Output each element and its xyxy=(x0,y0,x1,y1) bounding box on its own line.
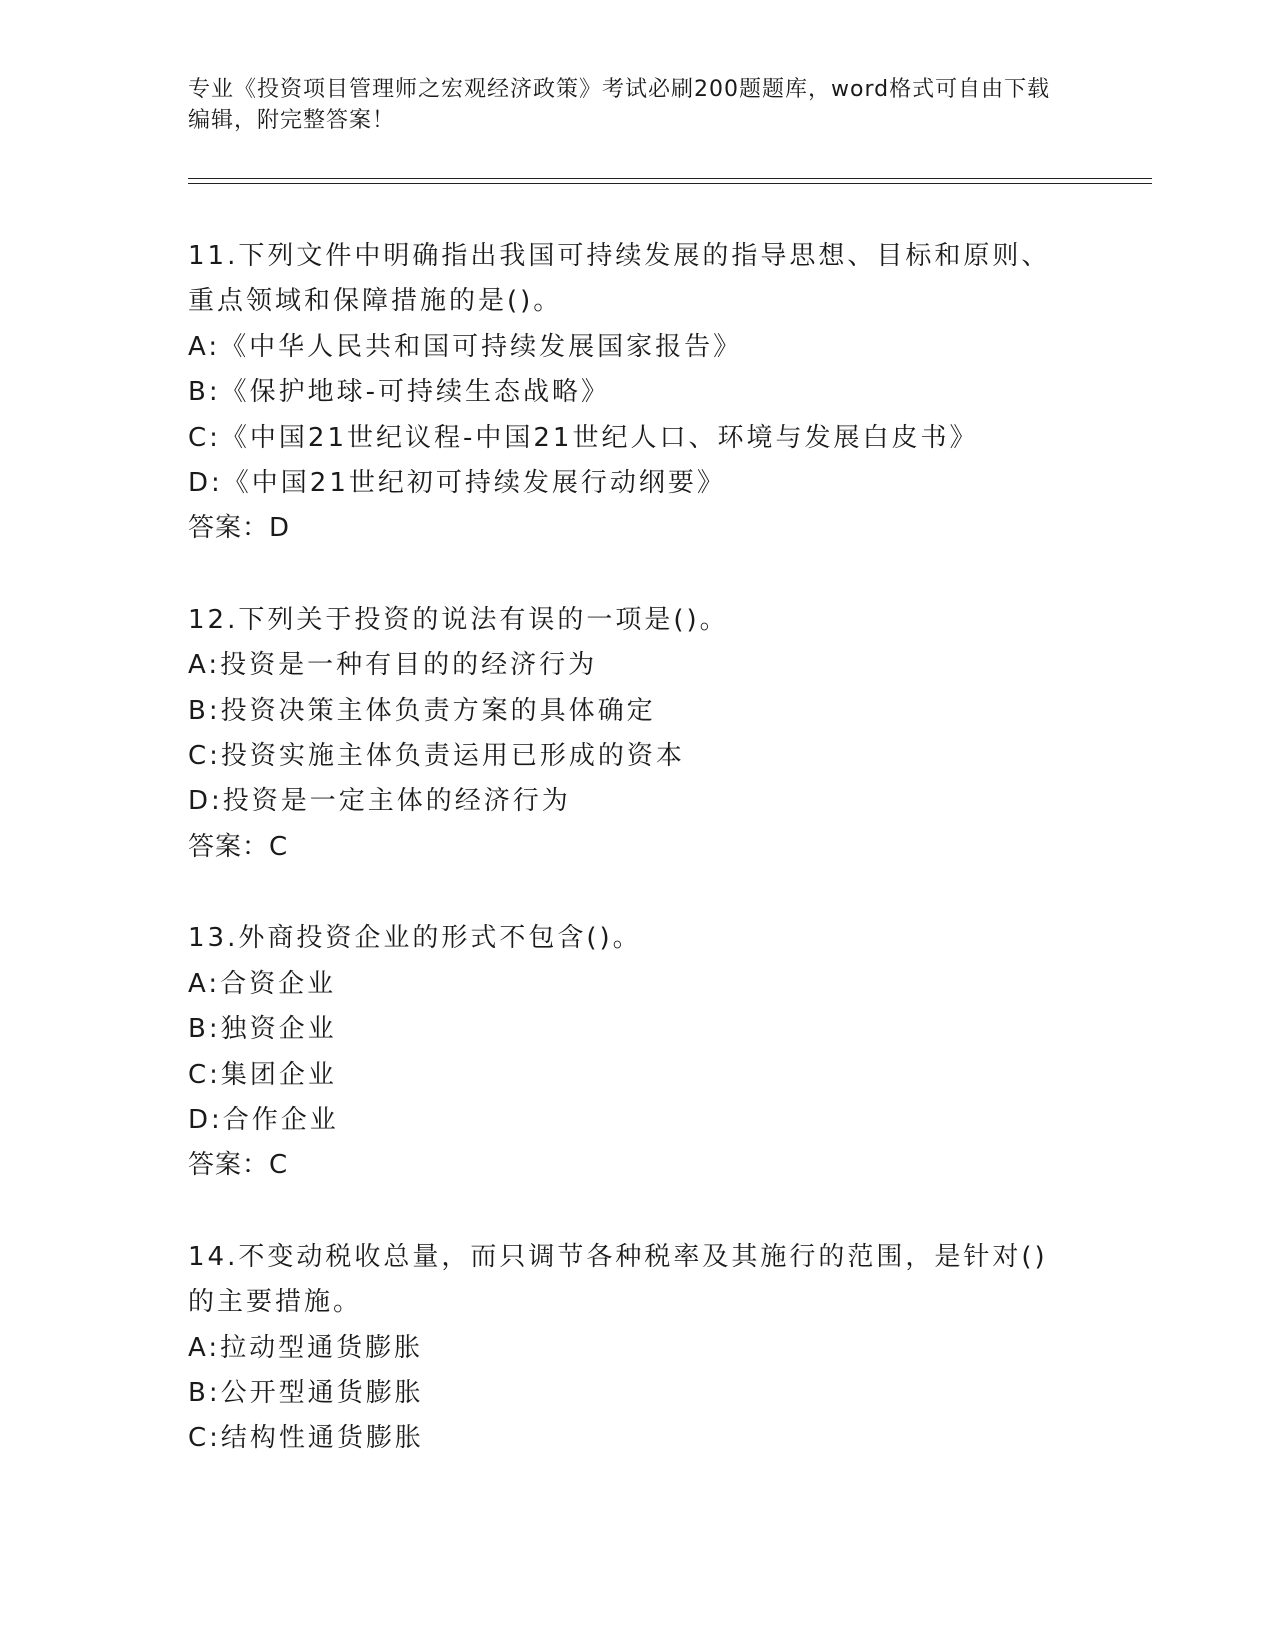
document-header: 专业《投资项目管理师之宏观经济政策》考试必刷200题题库，word格式可自由下载编辑，附完整答案！ xyxy=(188,77,1051,133)
question-12 xyxy=(188,598,1088,870)
option-b: B:《保护地球-可持续生态战略》 xyxy=(188,377,610,408)
option-a: A:拉动型通货膨胀 xyxy=(188,1332,424,1363)
option-b: B:独资企业 xyxy=(188,1014,337,1045)
question-stem: 14.不变动税收总量，而只调节各种税率及其施行的范围，是针对()的主要措施。 xyxy=(188,1241,1048,1318)
question-stem: 13.外商投资企业的形式不包含()。 xyxy=(188,923,642,954)
question-11 xyxy=(188,234,1088,552)
option-b: B:投资决策主体负责方案的具体确定 xyxy=(188,695,656,726)
option-d: D:合作企业 xyxy=(188,1104,339,1135)
header-divider xyxy=(188,178,1152,184)
option-d: D:投资是一定主体的经济行为 xyxy=(188,786,571,817)
option-a: A:投资是一种有目的的经济行为 xyxy=(188,650,598,681)
option-d: D:《中国21世纪初可持续发展行动纲要》 xyxy=(188,468,726,499)
option-c: C:投资实施主体负责运用已形成的资本 xyxy=(188,741,685,772)
option-a: A:《中华人民共和国可持续发展国家报告》 xyxy=(188,331,743,362)
question-stem: 11.下列文件中明确指出我国可持续发展的指导思想、目标和原则、重点领域和保障措施的是()。 xyxy=(188,241,1051,317)
answer: 答案：C xyxy=(188,831,289,862)
question-stem: 12.下列关于投资的说法有误的一项是()。 xyxy=(188,604,729,635)
option-c: C:结构性通货膨胀 xyxy=(188,1423,424,1454)
answer: 答案：D xyxy=(188,513,291,544)
question-13 xyxy=(188,916,1088,1188)
question-14 xyxy=(188,1235,1088,1462)
option-c: C:《中国21世纪议程-中国21世纪人口、环境与发展白皮书》 xyxy=(188,422,979,453)
option-b: B:公开型通货膨胀 xyxy=(188,1377,424,1408)
option-c: C:集团企业 xyxy=(188,1059,337,1090)
question-list xyxy=(188,234,1088,1508)
option-a: A:合资企业 xyxy=(188,968,337,999)
answer: 答案：C xyxy=(188,1150,289,1181)
